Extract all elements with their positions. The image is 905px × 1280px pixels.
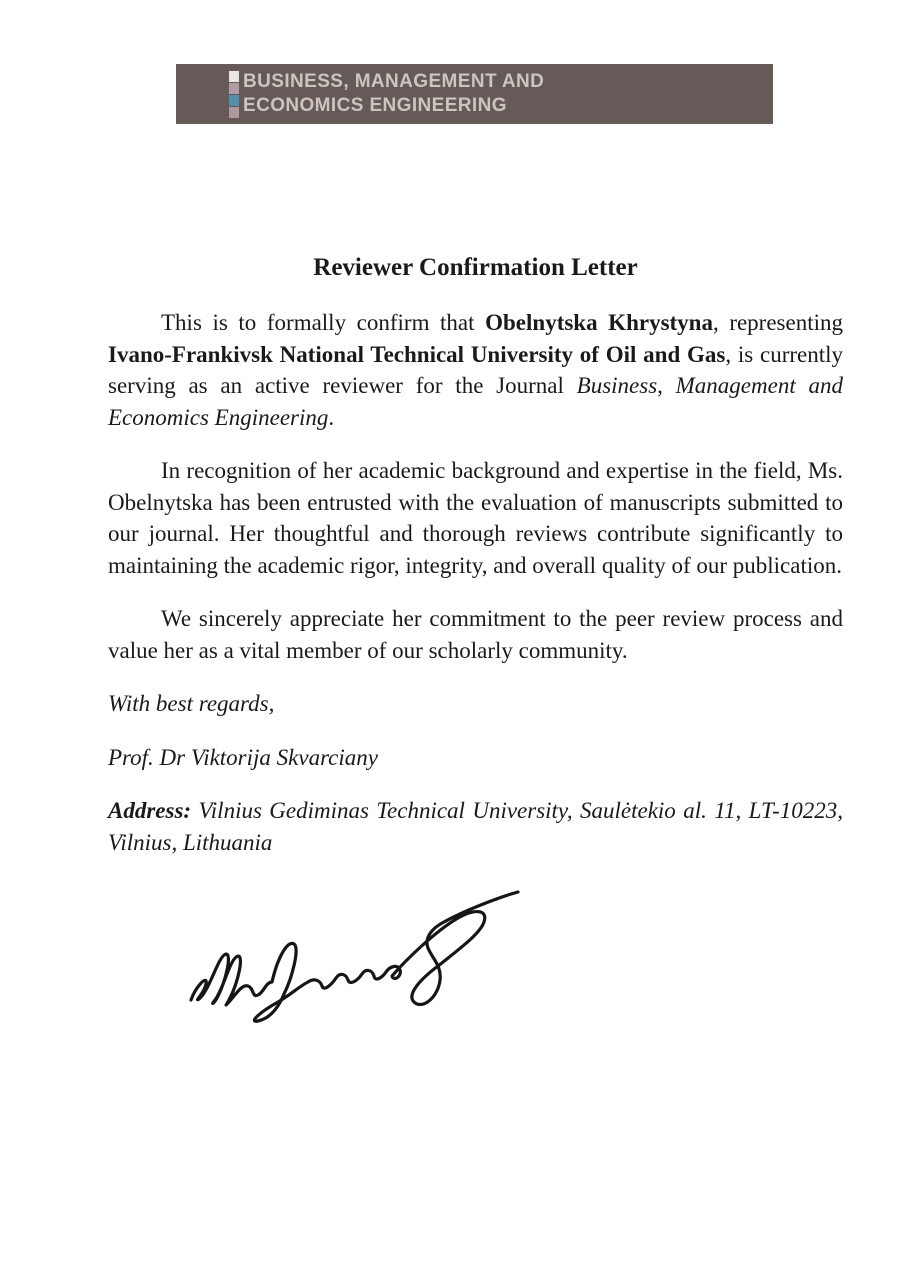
closing-regards: With best regards, — [108, 691, 275, 716]
signer-name: Prof. Dr Viktorija Skvarciany — [108, 744, 378, 770]
address-line: Address: Vilnius Gediminas Technical University, Saulėtekio al. 11, LT-10223, Vilnius, Lithuania — [108, 798, 843, 855]
paragraph-appreciation: We sincerely appreciate her commitment to the peer review process and value her as a vital member of our scholarly community. — [108, 606, 843, 663]
paragraph-recognition: In recognition of her academic background and expertise in the field, Ms. Obelnytska has been entrusted with the evaluation of manuscripts submitted to our journal. Her thoughtful and thorough reviews contribute significantly to maintaining the academic rigor, integrity, and overall quality of our publication. — [108, 458, 843, 578]
signature-stroke — [166, 878, 526, 1028]
journal-name — [243, 70, 544, 118]
paragraph-confirmation: This is to formally confirm that Obelnytska Khrystyna, representing Ivano-Frankivsk National Technical University of Oil and Gas, is currently serving as an active reviewer for the Journal Business, Management and Economics Engineering. — [108, 310, 844, 430]
logo-square-white — [229, 71, 239, 82]
journal-name-line1: BUSINESS, MANAGEMENT AND — [243, 71, 545, 92]
signature-image — [166, 878, 526, 1028]
logo-square-mauve-top — [229, 83, 239, 94]
signature-path — [191, 892, 518, 1021]
journal-name-line2: ECONOMICS ENGINEERING — [243, 95, 507, 116]
letter-title: Reviewer Confirmation Letter — [313, 254, 638, 281]
journal-banner — [176, 64, 773, 124]
journal-logo-icon — [229, 71, 239, 118]
logo-square-mauve-bottom — [229, 107, 239, 118]
logo-square-blue — [229, 95, 239, 106]
letter-body — [108, 124, 843, 1028]
